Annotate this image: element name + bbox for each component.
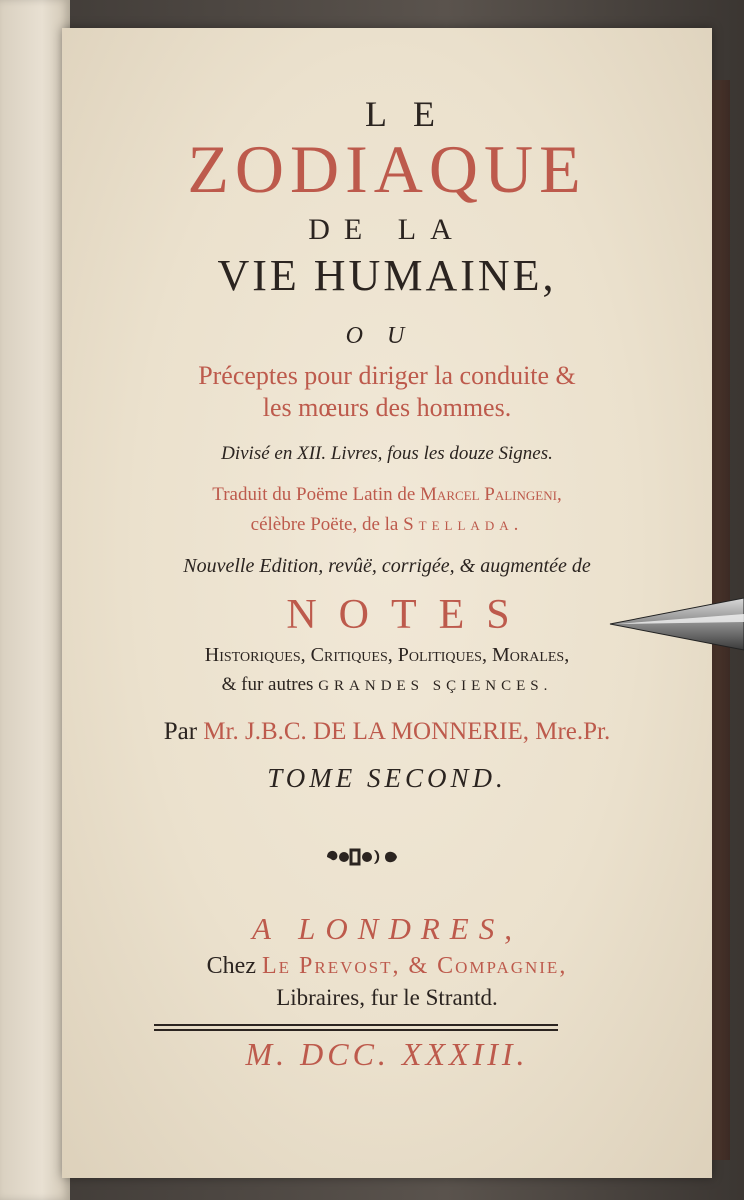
- title-ou: OU: [345, 323, 429, 349]
- traduit-prefix: Traduit du Poëme Latin de: [212, 484, 421, 505]
- chez-prefix: Chez: [206, 953, 262, 979]
- printers-ornament: [325, 846, 399, 868]
- publisher-name: Le Prevost, & Compagnie,: [261, 953, 568, 979]
- preceptes-line-1: Préceptes pour diriger la conduite &: [198, 361, 576, 390]
- imprint-date: M. DCC. XXXIII.: [245, 1036, 529, 1072]
- poete-prefix: célèbre Poëte, de la: [250, 514, 404, 535]
- traduit-line-2: [62, 514, 712, 536]
- divise-line: Divisé en XII. Livres, fous les douze Signes.: [221, 443, 553, 464]
- preceptes-line-2: les mœurs des hommes.: [262, 393, 512, 422]
- place-stellada: Stellada.: [403, 514, 524, 535]
- title-zodiaque: ZODIAQUE: [187, 131, 587, 207]
- autres-prefix: & fur autres: [221, 674, 319, 695]
- author-monnerie: Mr. J.B.C. DE LA MONNERIE, Mre.Pr.: [203, 718, 611, 745]
- imprint-libraires: Libraires, fur le Strantd.: [276, 985, 498, 1010]
- author-palingeni: Marcel Palingeni,: [420, 484, 562, 505]
- notes-title: NOTES: [286, 592, 532, 638]
- title-vie-humaine: VIE HUMAINE,: [217, 251, 557, 300]
- double-rule: [154, 1024, 558, 1032]
- grandes-sciences: GRANDES SÇIENCES.: [318, 678, 553, 694]
- letter-opener-icon: [608, 592, 744, 656]
- tome-second: TOME SECOND.: [267, 763, 507, 793]
- par-prefix: Par: [163, 718, 204, 745]
- autres-sciences-line: [62, 674, 712, 696]
- title-de-la: DE LA: [308, 213, 466, 246]
- traduit-line-1: [62, 484, 712, 506]
- title-le: LE: [365, 94, 461, 134]
- historiques-line: Historiques, Critiques, Politiques, Morales,: [204, 644, 570, 666]
- nouvelle-edition-line: Nouvelle Edition, revûë, corrigée, & augmentée de: [183, 555, 591, 577]
- imprint-chez: [62, 953, 712, 980]
- previous-page-edge: [0, 0, 70, 1200]
- imprint-londres: A LONDRES,: [252, 911, 522, 946]
- par-line: [62, 718, 712, 746]
